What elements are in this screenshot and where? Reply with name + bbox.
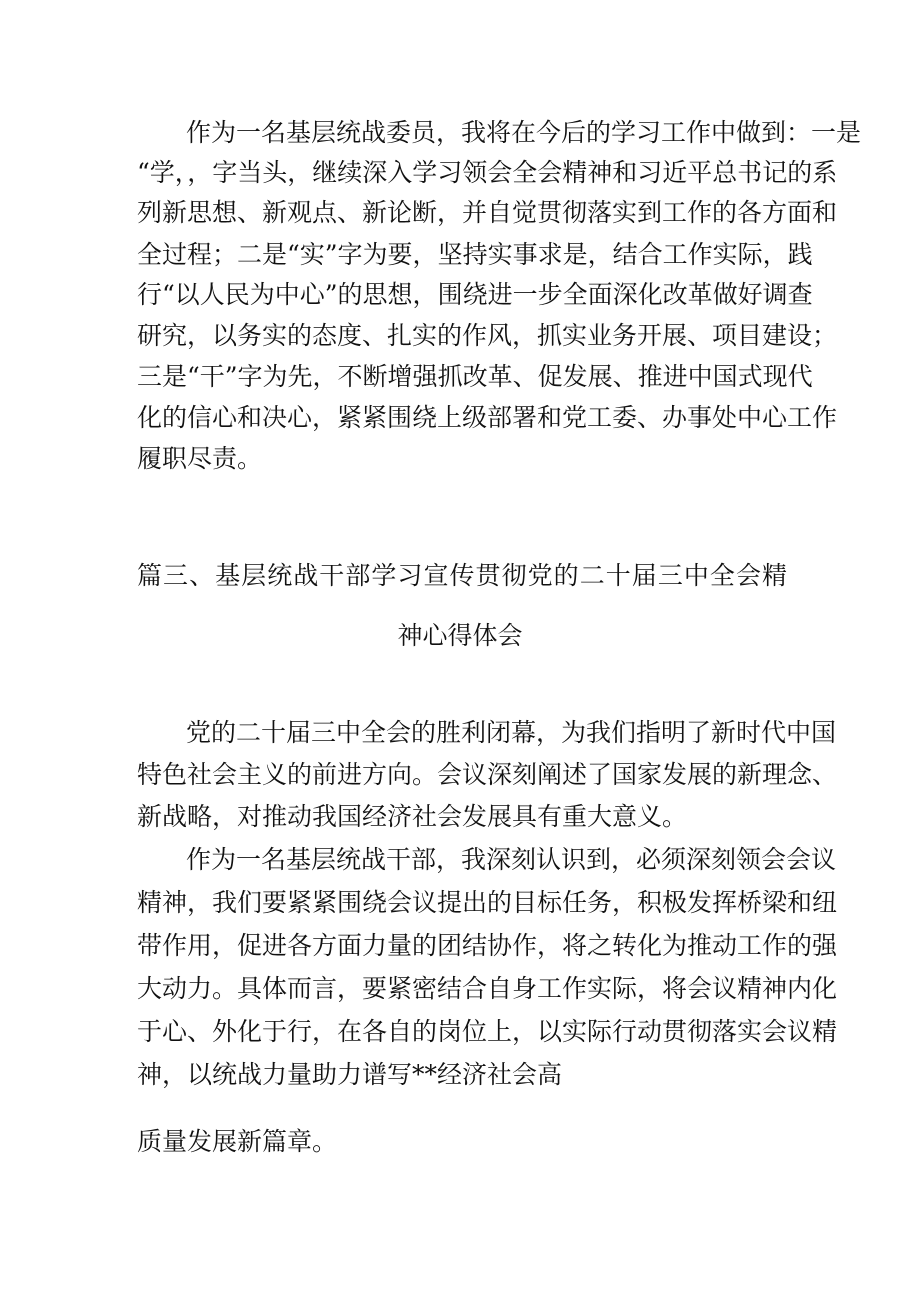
paragraph-3-line-4: 大动力。具体而言，要紧密结合自身工作实际，将会议精神内化 (137, 974, 838, 1003)
paragraph-1-line-1: 作为一名基层统战委员，我将在今后的学习工作中做到：一是 (186, 118, 862, 147)
paragraph-1-line-3: 列新思想、新观点、新论断，并自觉贯彻落实到工作的各方面和 (137, 198, 838, 227)
paragraph-1-line-8: 化的信心和决心，紧紧围绕上级部署和党工委、办事处中心工作 (137, 403, 838, 432)
paragraph-1-line-4: 全过程；二是“实”字为要，坚持实事求是，结合工作实际，践 (137, 240, 813, 269)
paragraph-3-line-1: 作为一名基层统战干部，我深刻认识到，必须深刻领会会议 (186, 845, 837, 874)
section-heading-line-2: 神心得体会 (397, 621, 523, 650)
paragraph-2-line-1: 党的二十届三中全会的胜利闭幕，为我们指明了新时代中国 (186, 718, 837, 747)
paragraph-3-line-2: 精神，我们要紧紧围绕会议提出的目标任务，积极发挥桥梁和纽 (137, 888, 838, 917)
paragraph-1-line-5: 行“以人民为中心”的思想，围绕进一步全面深化改革做好调查 (137, 280, 813, 309)
paragraph-3-line-3: 带作用，促进各方面力量的团结协作，将之转化为推动工作的强 (137, 931, 838, 960)
paragraph-2-line-3: 新战略，对推动我国经济社会发展具有重大意义。 (137, 802, 688, 831)
paragraph-1-line-9: 履职尽责。 (137, 444, 263, 473)
section-heading-line-1: 篇三、基层统战干部学习宣传贯彻党的二十届三中全会精 (137, 561, 787, 590)
paragraph-4-text: 质量发展新篇章。 (137, 1127, 338, 1156)
paragraph-3-line-6: 神，以统战力量助力谱写**经济社会高 (137, 1060, 563, 1089)
paragraph-3-line-5: 于心、外化于行，在各自的岗位上，以实际行动贯彻落实会议精 (137, 1017, 838, 1046)
paragraph-1-line-7: 三是“干”字为先，不断增强抓改革、促发展、推进中国式现代 (137, 362, 813, 391)
paragraph-1-line-6: 研究，以务实的态度、扎实的作风，抓实业务开展、项目建设； (137, 321, 838, 350)
paragraph-2-line-2: 特色社会主义的前进方向。会议深刻阐述了国家发展的新理念、 (137, 760, 838, 789)
paragraph-1-line-2: “学，，字当头，继续深入学习领会全会精神和习近平总书记的系 (137, 158, 838, 187)
